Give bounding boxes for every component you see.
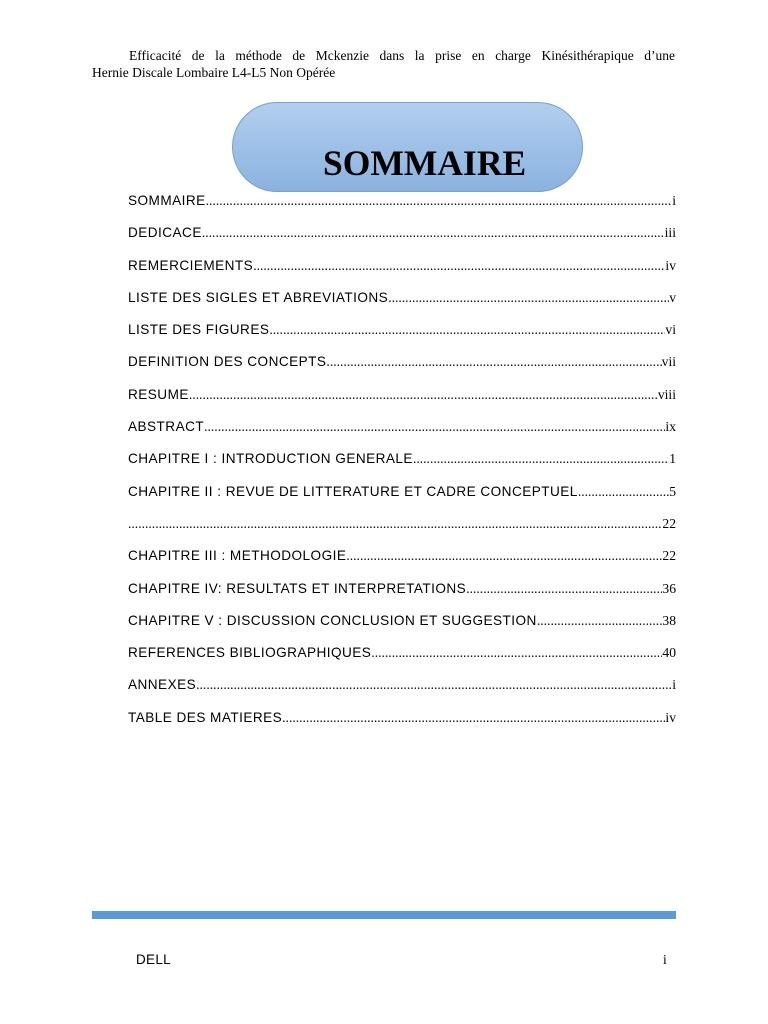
footer-author: DELL <box>136 952 171 967</box>
dot-leader <box>196 669 672 701</box>
toc-entry-label: TABLE DES MATIERES <box>128 709 283 725</box>
toc-entry-label: CHAPITRE IV: RESULTATS ET INTERPRETATIONS <box>128 580 467 596</box>
toc-entry-page: ix <box>665 419 676 435</box>
toc-entry-label: LISTE DES FIGURES <box>128 322 270 338</box>
toc-entry-label: ABSTRACT <box>128 419 205 435</box>
toc-entry-page: 38 <box>662 612 676 628</box>
toc-entry-label: CHAPITRE II : REVUE DE LITTERATURE ET CADRE CONCEPTUEL <box>128 483 578 499</box>
footer-page-number: i <box>663 952 667 967</box>
toc-entry-label: REMERCIEMENTS <box>128 257 254 273</box>
toc-entry-page: v <box>669 289 676 305</box>
toc-entry-page: 40 <box>662 645 676 661</box>
dot-leader <box>326 346 661 378</box>
toc-entry-label: ANNEXES <box>128 677 197 693</box>
page-title: SOMMAIRE <box>323 143 527 183</box>
dot-leader <box>206 185 673 217</box>
dot-leader <box>269 314 665 346</box>
toc-entry-page: 1 <box>669 451 676 467</box>
toc-entry-chapitre-2[interactable] <box>128 476 676 508</box>
dot-leader <box>202 217 665 249</box>
toc-entry-chapitre-1[interactable] <box>128 443 676 475</box>
toc-entry-chapitre-4[interactable] <box>128 573 676 605</box>
toc-entry-page: iv <box>665 257 676 273</box>
dot-leader <box>388 282 669 314</box>
toc-entry-page: 22 <box>662 515 676 531</box>
toc-entry-page: vi <box>665 322 676 338</box>
table-of-contents <box>128 185 676 734</box>
running-header-line-2: Hernie Discale Lombaire L4-L5 Non Opérée <box>92 65 336 80</box>
toc-entry-page: i <box>672 193 676 208</box>
toc-entry-page: i <box>672 677 676 693</box>
toc-entry-page: 22 <box>662 548 676 564</box>
toc-entry-label: REFERENCES BIBLIOGRAPHIQUES <box>128 645 372 661</box>
dot-leader <box>253 250 665 282</box>
dot-leader <box>189 379 658 411</box>
toc-entry-references[interactable] <box>128 637 676 669</box>
toc-entry-label: CHAPITRE V : DISCUSSION CONCLUSION ET SUGGESTION <box>128 612 537 628</box>
toc-entry-sigles[interactable] <box>128 282 676 314</box>
running-header-line-1: Efficacité de la méthode de Mckenzie dans la prise en charge Kinésithérapique d’une <box>129 48 675 63</box>
toc-entry-table-des-matieres[interactable] <box>128 702 676 734</box>
toc-entry-label: CHAPITRE I : INTRODUCTION GENERALE <box>128 451 413 467</box>
footer-divider-bar <box>92 911 676 919</box>
toc-entry-page: iv <box>665 709 676 725</box>
toc-entry-label: CHAPITRE III : METHODOLOGIE <box>128 548 347 564</box>
dot-leader <box>371 637 662 669</box>
title-box <box>232 102 583 192</box>
toc-entry-resume[interactable] <box>128 379 676 411</box>
dot-leader <box>204 411 665 443</box>
toc-entry-remerciements[interactable] <box>128 250 676 282</box>
toc-entry-page: vii <box>661 354 676 370</box>
toc-entry-page: 36 <box>662 580 676 596</box>
toc-entry-page: iii <box>664 225 676 241</box>
toc-entry-unlabeled[interactable] <box>128 508 676 540</box>
toc-entry-abstract[interactable] <box>128 411 676 443</box>
toc-entry-label: SOMMAIRE <box>128 193 206 208</box>
dot-leader <box>537 605 663 637</box>
dot-leader <box>466 573 662 605</box>
toc-entry-chapitre-3[interactable] <box>128 540 676 572</box>
toc-entry-chapitre-5[interactable] <box>128 605 676 637</box>
toc-entry-dedicace[interactable] <box>128 217 676 249</box>
dot-leader <box>413 443 669 475</box>
toc-entry-definition[interactable] <box>128 346 676 378</box>
toc-entry-figures[interactable] <box>128 314 676 346</box>
dot-leader <box>578 476 669 508</box>
toc-entry-page: viii <box>657 386 676 402</box>
toc-entry-label: DEDICACE <box>128 225 202 241</box>
toc-entry-annexes[interactable] <box>128 669 676 701</box>
dot-leader <box>282 702 665 734</box>
dot-leader <box>346 540 662 572</box>
toc-entry-sommaire[interactable] <box>128 185 676 217</box>
toc-entry-label: DEFINITION DES CONCEPTS <box>128 354 327 370</box>
toc-entry-label: RESUME <box>128 386 189 402</box>
dot-leader <box>128 508 662 540</box>
toc-entry-label: LISTE DES SIGLES ET ABREVIATIONS <box>128 289 389 305</box>
toc-entry-page: 5 <box>669 483 676 499</box>
